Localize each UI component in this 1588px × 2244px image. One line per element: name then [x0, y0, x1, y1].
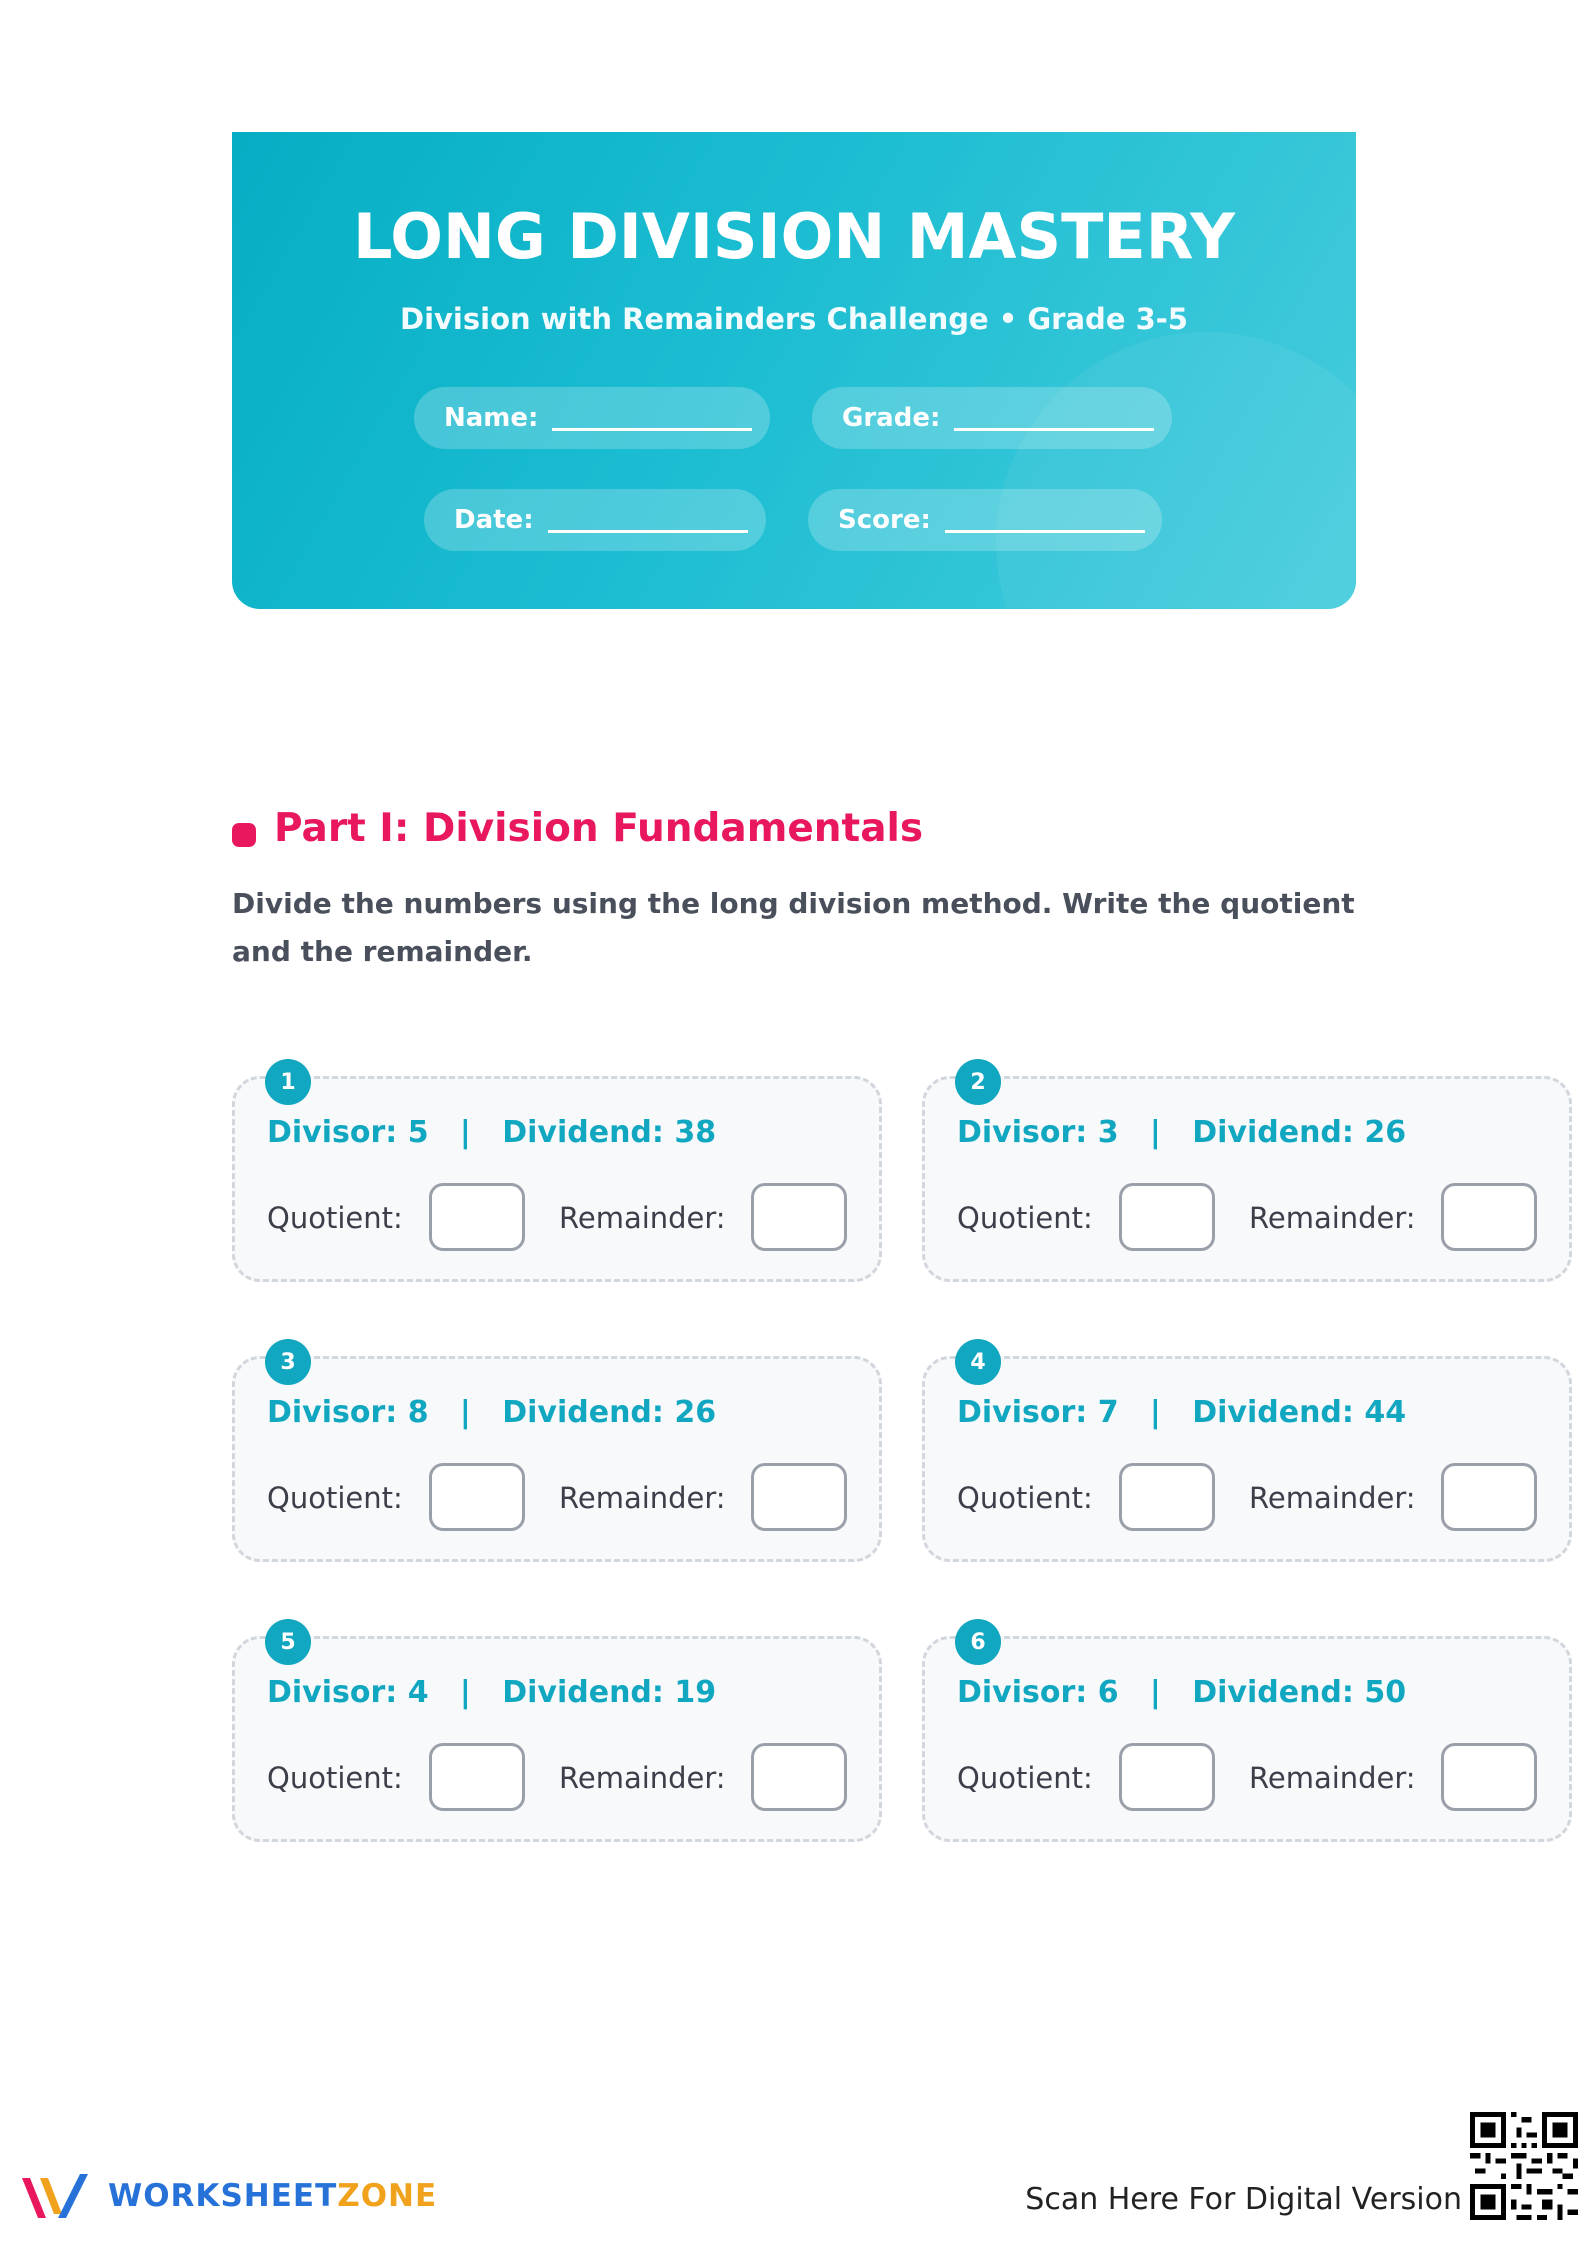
score-label: Score:	[838, 505, 931, 535]
problem-number-badge: 4	[955, 1339, 1001, 1385]
section-bullet-icon	[232, 823, 256, 847]
remainder-answer-box[interactable]	[751, 1463, 847, 1531]
problem-text: Divisor: 7 | Dividend: 44	[957, 1395, 1407, 1430]
name-label: Name:	[444, 403, 539, 433]
remainder-label: Remainder:	[559, 1761, 726, 1795]
remainder-answer-box[interactable]	[1441, 1463, 1537, 1531]
remainder-answer-box[interactable]	[751, 1183, 847, 1251]
remainder-answer-box[interactable]	[1441, 1183, 1537, 1251]
quotient-label: Quotient:	[957, 1481, 1093, 1515]
remainder-label: Remainder:	[1249, 1201, 1416, 1235]
score-blank[interactable]	[945, 508, 1145, 533]
header-banner	[232, 132, 1356, 609]
page-subtitle: Division with Remainders Challenge • Grade 3-5	[400, 302, 1188, 336]
quotient-answer-box[interactable]	[429, 1463, 525, 1531]
brand-part-1: WORKSHEET	[108, 2178, 338, 2214]
quotient-answer-box[interactable]	[429, 1743, 525, 1811]
remainder-label: Remainder:	[1249, 1761, 1416, 1795]
quotient-answer-box[interactable]	[1119, 1743, 1215, 1811]
quotient-label: Quotient:	[267, 1481, 403, 1515]
remainder-label: Remainder:	[559, 1201, 726, 1235]
problem-text: Divisor: 3 | Dividend: 26	[957, 1115, 1407, 1150]
problem-number-badge: 5	[265, 1619, 311, 1665]
problem-number-badge: 1	[265, 1059, 311, 1105]
problem-card	[922, 1629, 1572, 1842]
section-title: Part I: Division Fundamentals	[274, 806, 924, 851]
remainder-label: Remainder:	[1249, 1481, 1416, 1515]
problem-number-badge: 3	[265, 1339, 311, 1385]
problem-card	[922, 1349, 1572, 1562]
problem-card	[232, 1069, 882, 1282]
score-field[interactable]	[808, 489, 1162, 551]
remainder-answer-box[interactable]	[1441, 1743, 1537, 1811]
date-label: Date:	[454, 505, 534, 535]
brand-part-2: ZONE	[337, 2178, 438, 2214]
quotient-answer-box[interactable]	[1119, 1183, 1215, 1251]
quotient-label: Quotient:	[957, 1761, 1093, 1795]
grade-label: Grade:	[842, 403, 941, 433]
date-field[interactable]	[424, 489, 766, 551]
quotient-label: Quotient:	[957, 1201, 1093, 1235]
remainder-label: Remainder:	[559, 1481, 726, 1515]
name-blank[interactable]	[552, 406, 752, 431]
brand-name	[108, 2178, 437, 2214]
problem-text: Divisor: 6 | Dividend: 50	[957, 1675, 1407, 1710]
problem-number-badge: 2	[955, 1059, 1001, 1105]
remainder-answer-box[interactable]	[751, 1743, 847, 1811]
problem-text: Divisor: 4 | Dividend: 19	[267, 1675, 717, 1710]
grade-field[interactable]	[812, 387, 1172, 449]
section-instructions: Divide the numbers using the long division method. Write the quotient and the remainder.	[232, 887, 1355, 968]
problem-text: Divisor: 8 | Dividend: 26	[267, 1395, 717, 1430]
quotient-label: Quotient:	[267, 1761, 403, 1795]
quotient-answer-box[interactable]	[429, 1183, 525, 1251]
quotient-answer-box[interactable]	[1119, 1463, 1215, 1531]
problem-text: Divisor: 5 | Dividend: 38	[267, 1115, 717, 1150]
qr-code-icon[interactable]	[1470, 2112, 1578, 2220]
scan-caption: Scan Here For Digital Version	[1025, 2182, 1462, 2217]
problem-card	[232, 1349, 882, 1562]
page-title: LONG DIVISION MASTERY	[352, 200, 1236, 273]
problem-card	[232, 1629, 882, 1842]
problem-card	[922, 1069, 1572, 1282]
date-blank[interactable]	[548, 508, 748, 533]
problem-number-badge: 6	[955, 1619, 1001, 1665]
name-field[interactable]	[414, 387, 770, 449]
grade-blank[interactable]	[954, 406, 1154, 431]
worksheetzone-logo-icon	[18, 2168, 98, 2224]
quotient-label: Quotient:	[267, 1201, 403, 1235]
